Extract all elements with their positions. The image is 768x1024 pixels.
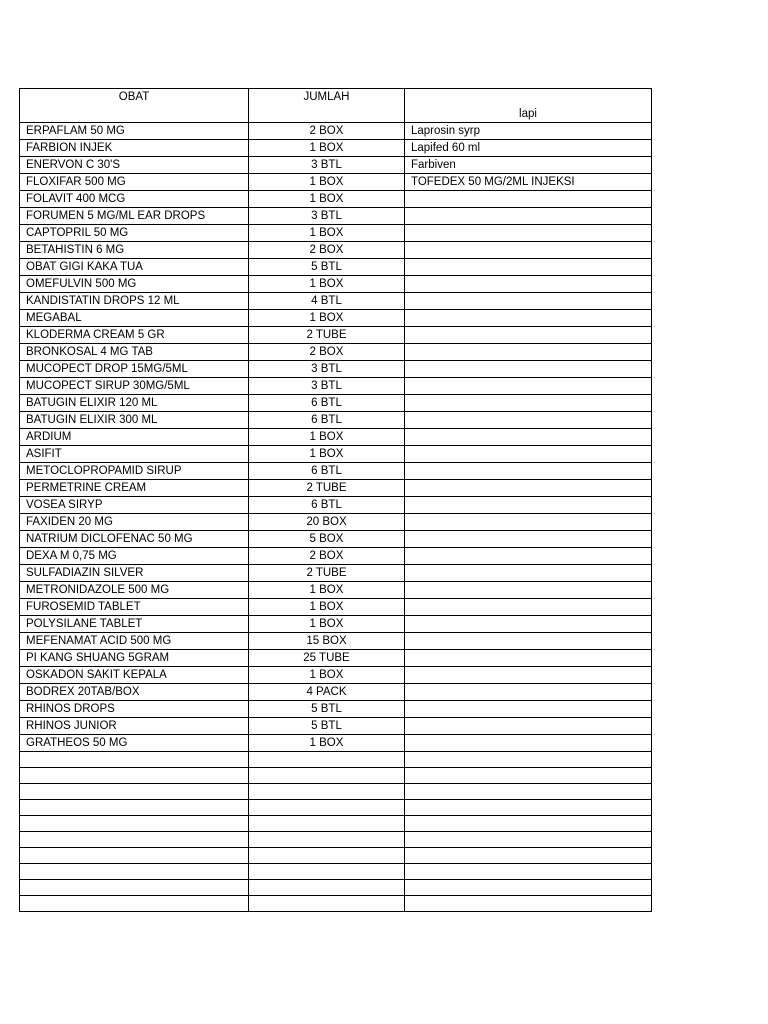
table-row bbox=[20, 259, 652, 276]
cell-jumlah: 3 BTL bbox=[249, 361, 405, 378]
cell-lain bbox=[405, 735, 652, 752]
cell-jumlah: 20 BOX bbox=[249, 514, 405, 531]
table-row bbox=[20, 514, 652, 531]
table-row bbox=[20, 327, 652, 344]
cell-obat bbox=[20, 848, 249, 864]
table-row bbox=[20, 310, 652, 327]
table-row bbox=[20, 880, 652, 896]
cell-jumlah: 2 TUBE bbox=[249, 327, 405, 344]
table-row bbox=[20, 293, 652, 310]
cell-jumlah bbox=[249, 784, 405, 800]
cell-obat: SULFADIAZIN SILVER bbox=[20, 565, 249, 582]
cell-jumlah bbox=[249, 832, 405, 848]
table-row bbox=[20, 582, 652, 599]
table-row bbox=[20, 174, 652, 191]
cell-jumlah: 6 BTL bbox=[249, 395, 405, 412]
table-row bbox=[20, 361, 652, 378]
cell-jumlah: 4 PACK bbox=[249, 684, 405, 701]
table-row bbox=[20, 832, 652, 848]
table-row bbox=[20, 701, 652, 718]
cell-jumlah: 1 BOX bbox=[249, 310, 405, 327]
cell-jumlah: 1 BOX bbox=[249, 140, 405, 157]
cell-lain bbox=[405, 599, 652, 616]
cell-obat: ASIFIT bbox=[20, 446, 249, 463]
cell-jumlah: 1 BOX bbox=[249, 446, 405, 463]
cell-obat: FARBION INJEK bbox=[20, 140, 249, 157]
cell-lain bbox=[405, 242, 652, 259]
cell-lain bbox=[405, 752, 652, 768]
cell-obat bbox=[20, 752, 249, 768]
cell-obat: ENERVON C 30'S bbox=[20, 157, 249, 174]
cell-lain bbox=[405, 667, 652, 684]
cell-lain bbox=[405, 701, 652, 718]
cell-jumlah: 2 TUBE bbox=[249, 565, 405, 582]
cell-obat bbox=[20, 864, 249, 880]
table-row bbox=[20, 429, 652, 446]
cell-jumlah bbox=[249, 816, 405, 832]
cell-jumlah: 1 BOX bbox=[249, 225, 405, 242]
cell-jumlah: 5 BOX bbox=[249, 531, 405, 548]
medicine-table-body bbox=[20, 89, 652, 912]
cell-obat: NATRIUM DICLOFENAC 50 MG bbox=[20, 531, 249, 548]
cell-lain bbox=[405, 548, 652, 565]
cell-obat: CAPTOPRIL 50 MG bbox=[20, 225, 249, 242]
cell-lain bbox=[405, 650, 652, 667]
cell-obat: ERPAFLAM 50 MG bbox=[20, 123, 249, 140]
table-row bbox=[20, 650, 652, 667]
cell-obat: DEXA M 0,75 MG bbox=[20, 548, 249, 565]
cell-obat: KLODERMA CREAM 5 GR bbox=[20, 327, 249, 344]
cell-obat bbox=[20, 784, 249, 800]
table-row bbox=[20, 667, 652, 684]
cell-obat bbox=[20, 880, 249, 896]
cell-obat: METRONIDAZOLE 500 MG bbox=[20, 582, 249, 599]
cell-jumlah: 1 BOX bbox=[249, 429, 405, 446]
table-row bbox=[20, 599, 652, 616]
cell-lain bbox=[405, 800, 652, 816]
cell-jumlah: 3 BTL bbox=[249, 378, 405, 395]
cell-obat: FUROSEMID TABLET bbox=[20, 599, 249, 616]
cell-lain bbox=[405, 768, 652, 784]
table-row bbox=[20, 208, 652, 225]
cell-lain: Laprosin syrp bbox=[405, 123, 652, 140]
cell-jumlah: 1 BOX bbox=[249, 616, 405, 633]
cell-obat: KANDISTATIN DROPS 12 ML bbox=[20, 293, 249, 310]
cell-jumlah: 15 BOX bbox=[249, 633, 405, 650]
table-row bbox=[20, 140, 652, 157]
table-row bbox=[20, 684, 652, 701]
header-lain: lapi bbox=[405, 89, 652, 123]
cell-lain bbox=[405, 463, 652, 480]
table-row bbox=[20, 378, 652, 395]
cell-jumlah: 6 BTL bbox=[249, 463, 405, 480]
cell-obat: MUCOPECT SIRUP 30MG/5ML bbox=[20, 378, 249, 395]
cell-obat bbox=[20, 896, 249, 912]
cell-obat: GRATHEOS 50 MG bbox=[20, 735, 249, 752]
cell-lain bbox=[405, 276, 652, 293]
cell-lain bbox=[405, 684, 652, 701]
cell-obat bbox=[20, 832, 249, 848]
cell-lain bbox=[405, 225, 652, 242]
cell-lain bbox=[405, 480, 652, 497]
cell-obat: FLOXIFAR 500 MG bbox=[20, 174, 249, 191]
cell-lain bbox=[405, 582, 652, 599]
cell-obat: BETAHISTIN 6 MG bbox=[20, 242, 249, 259]
cell-obat: BODREX 20TAB/BOX bbox=[20, 684, 249, 701]
cell-obat: MEFENAMAT ACID 500 MG bbox=[20, 633, 249, 650]
cell-jumlah bbox=[249, 848, 405, 864]
cell-lain bbox=[405, 565, 652, 582]
cell-jumlah: 3 BTL bbox=[249, 208, 405, 225]
cell-lain bbox=[405, 718, 652, 735]
cell-jumlah bbox=[249, 896, 405, 912]
cell-obat: BRONKOSAL 4 MG TAB bbox=[20, 344, 249, 361]
cell-jumlah: 25 TUBE bbox=[249, 650, 405, 667]
cell-jumlah bbox=[249, 880, 405, 896]
cell-lain bbox=[405, 514, 652, 531]
cell-jumlah: 6 BTL bbox=[249, 497, 405, 514]
cell-lain bbox=[405, 378, 652, 395]
cell-jumlah bbox=[249, 752, 405, 768]
header-row bbox=[20, 89, 652, 123]
cell-obat: BATUGIN ELIXIR 120 ML bbox=[20, 395, 249, 412]
cell-obat: BATUGIN ELIXIR 300 ML bbox=[20, 412, 249, 429]
cell-jumlah: 2 TUBE bbox=[249, 480, 405, 497]
cell-lain bbox=[405, 784, 652, 800]
cell-obat: POLYSILANE TABLET bbox=[20, 616, 249, 633]
cell-lain: Lapifed 60 ml bbox=[405, 140, 652, 157]
table-row bbox=[20, 123, 652, 140]
cell-obat: FORUMEN 5 MG/ML EAR DROPS bbox=[20, 208, 249, 225]
table-row bbox=[20, 191, 652, 208]
cell-jumlah: 2 BOX bbox=[249, 123, 405, 140]
table-row bbox=[20, 242, 652, 259]
cell-obat: PI KANG SHUANG 5GRAM bbox=[20, 650, 249, 667]
cell-lain bbox=[405, 497, 652, 514]
cell-lain bbox=[405, 446, 652, 463]
table-row bbox=[20, 848, 652, 864]
header-jumlah: JUMLAH bbox=[249, 89, 405, 123]
cell-jumlah: 4 BTL bbox=[249, 293, 405, 310]
cell-lain bbox=[405, 633, 652, 650]
table-row bbox=[20, 395, 652, 412]
table-row bbox=[20, 735, 652, 752]
cell-jumlah: 1 BOX bbox=[249, 191, 405, 208]
cell-jumlah: 2 BOX bbox=[249, 548, 405, 565]
cell-lain bbox=[405, 880, 652, 896]
cell-lain bbox=[405, 208, 652, 225]
cell-obat: PERMETRINE CREAM bbox=[20, 480, 249, 497]
cell-lain bbox=[405, 293, 652, 310]
cell-jumlah bbox=[249, 864, 405, 880]
cell-jumlah: 1 BOX bbox=[249, 735, 405, 752]
cell-jumlah: 1 BOX bbox=[249, 667, 405, 684]
medicine-table bbox=[19, 88, 652, 912]
cell-lain bbox=[405, 816, 652, 832]
cell-jumlah: 3 BTL bbox=[249, 157, 405, 174]
table-row bbox=[20, 225, 652, 242]
cell-lain bbox=[405, 531, 652, 548]
cell-jumlah: 5 BTL bbox=[249, 701, 405, 718]
cell-obat: FOLAVIT 400 MCG bbox=[20, 191, 249, 208]
table-row bbox=[20, 463, 652, 480]
cell-lain bbox=[405, 832, 652, 848]
table-row bbox=[20, 446, 652, 463]
table-row bbox=[20, 800, 652, 816]
cell-lain bbox=[405, 361, 652, 378]
cell-obat: MEGABAL bbox=[20, 310, 249, 327]
table-row bbox=[20, 784, 652, 800]
cell-jumlah bbox=[249, 768, 405, 784]
cell-jumlah: 1 BOX bbox=[249, 582, 405, 599]
table-row bbox=[20, 157, 652, 174]
cell-obat bbox=[20, 768, 249, 784]
cell-lain bbox=[405, 864, 652, 880]
cell-lain bbox=[405, 191, 652, 208]
table-row bbox=[20, 412, 652, 429]
cell-obat: RHINOS DROPS bbox=[20, 701, 249, 718]
cell-jumlah bbox=[249, 800, 405, 816]
cell-lain bbox=[405, 429, 652, 446]
cell-lain bbox=[405, 896, 652, 912]
cell-obat bbox=[20, 800, 249, 816]
cell-obat: VOSEA SIRYP bbox=[20, 497, 249, 514]
cell-obat: RHINOS JUNIOR bbox=[20, 718, 249, 735]
cell-obat: ARDIUM bbox=[20, 429, 249, 446]
cell-jumlah: 1 BOX bbox=[249, 599, 405, 616]
table-row bbox=[20, 548, 652, 565]
cell-lain bbox=[405, 412, 652, 429]
cell-obat: MUCOPECT DROP 15MG/5ML bbox=[20, 361, 249, 378]
cell-obat bbox=[20, 816, 249, 832]
cell-lain bbox=[405, 344, 652, 361]
table-row bbox=[20, 344, 652, 361]
table-row bbox=[20, 752, 652, 768]
table-row bbox=[20, 480, 652, 497]
table-row bbox=[20, 768, 652, 784]
cell-obat: OMEFULVIN 500 MG bbox=[20, 276, 249, 293]
cell-jumlah: 6 BTL bbox=[249, 412, 405, 429]
table-row bbox=[20, 633, 652, 650]
cell-lain bbox=[405, 310, 652, 327]
table-row bbox=[20, 276, 652, 293]
table-row bbox=[20, 531, 652, 548]
cell-lain bbox=[405, 395, 652, 412]
cell-jumlah: 5 BTL bbox=[249, 259, 405, 276]
cell-jumlah: 1 BOX bbox=[249, 174, 405, 191]
cell-obat: METOCLOPROPAMID SIRUP bbox=[20, 463, 249, 480]
cell-lain bbox=[405, 848, 652, 864]
cell-lain bbox=[405, 327, 652, 344]
table-row bbox=[20, 864, 652, 880]
cell-obat: OSKADON SAKIT KEPALA bbox=[20, 667, 249, 684]
cell-lain: TOFEDEX 50 MG/2ML INJEKSI bbox=[405, 174, 652, 191]
table-row bbox=[20, 616, 652, 633]
cell-lain bbox=[405, 616, 652, 633]
cell-lain: Farbiven bbox=[405, 157, 652, 174]
cell-obat: FAXIDEN 20 MG bbox=[20, 514, 249, 531]
table-row bbox=[20, 565, 652, 582]
table-row bbox=[20, 816, 652, 832]
table-row bbox=[20, 896, 652, 912]
cell-jumlah: 5 BTL bbox=[249, 718, 405, 735]
table-row bbox=[20, 497, 652, 514]
cell-obat: OBAT GIGI KAKA TUA bbox=[20, 259, 249, 276]
cell-lain bbox=[405, 259, 652, 276]
cell-jumlah: 1 BOX bbox=[249, 276, 405, 293]
cell-jumlah: 2 BOX bbox=[249, 242, 405, 259]
header-obat: OBAT bbox=[20, 89, 249, 123]
cell-jumlah: 2 BOX bbox=[249, 344, 405, 361]
table-row bbox=[20, 718, 652, 735]
